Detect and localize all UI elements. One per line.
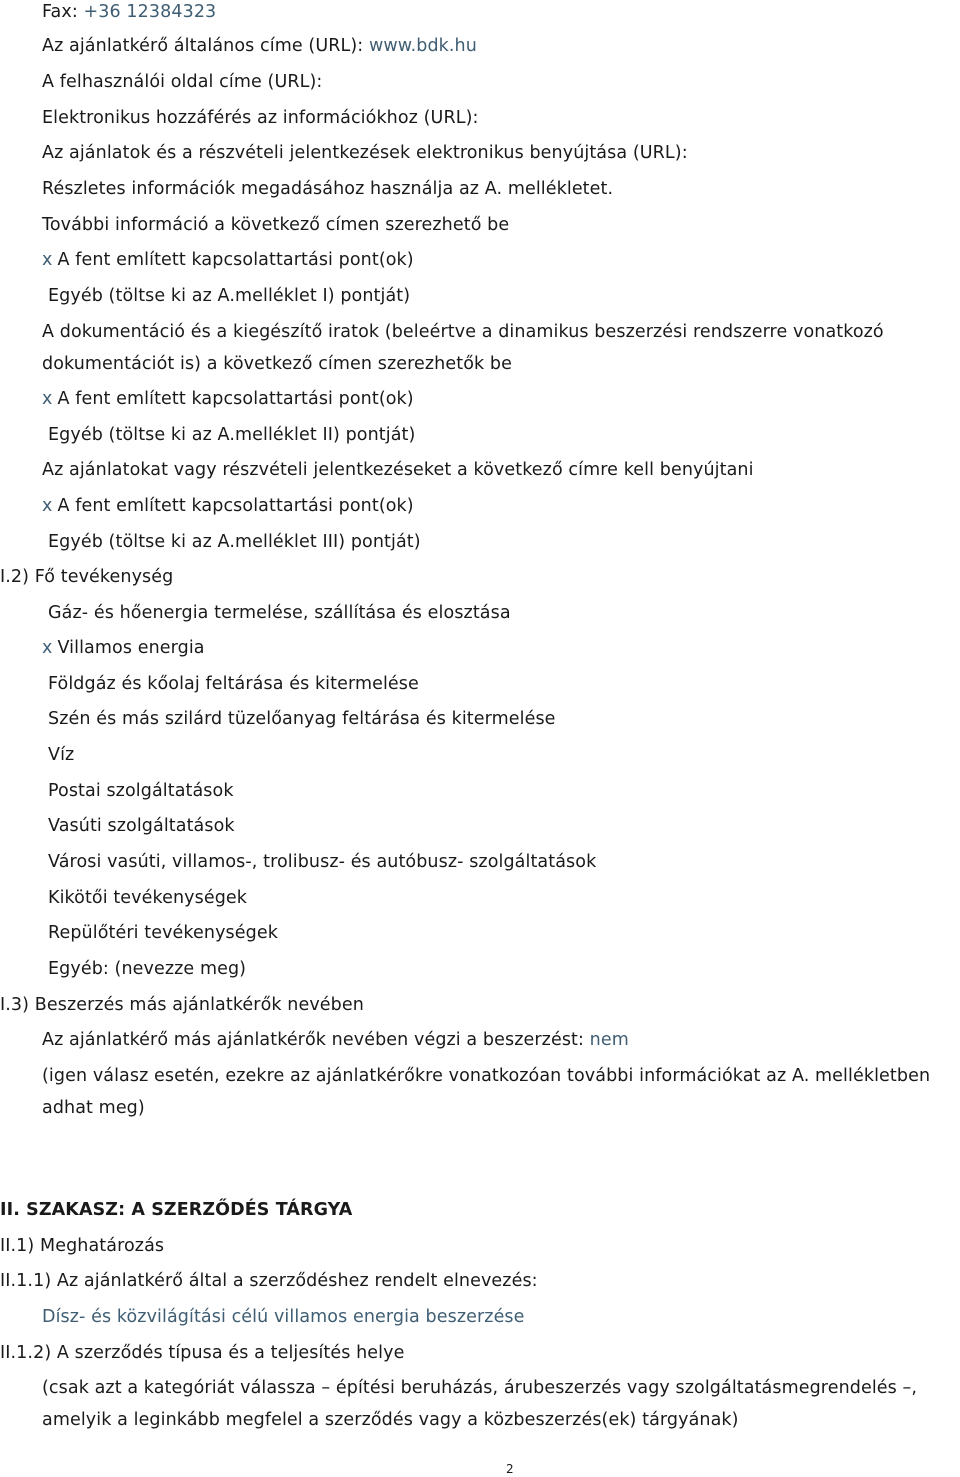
behalf-question-line xyxy=(42,1028,629,1052)
activity-item: Szén és más szilárd tüzelőanyag feltárása és kitermelése xyxy=(48,709,556,729)
section-2-title: II. SZAKASZ: A SZERZŐDÉS TÁRGYA xyxy=(0,1200,353,1220)
general-url-label: Az ajánlatkérő általános címe (URL): xyxy=(42,36,364,56)
general-url-link[interactable]: www.bdk.hu xyxy=(368,36,477,56)
contract-name-heading: II.1.1) Az ajánlatkérő által a szerződéshez rendelt elnevezés: xyxy=(0,1271,538,1291)
activity-item: Gáz- és hőenergia termelése, szállítása és elosztása xyxy=(48,603,511,623)
activity-item: Vasúti szolgáltatások xyxy=(48,816,235,836)
contract-type-heading: II.1.2) A szerződés típusa és a teljesítés helye xyxy=(0,1343,405,1363)
activity-item: Városi vasúti, villamos-, trolibusz- és autóbusz- szolgáltatások xyxy=(48,852,597,872)
submission-title: Az ajánlatokat vagy részvételi jelentkezéseket a következő címre kell benyújtani xyxy=(42,460,754,480)
fax-value: +36 12384323 xyxy=(83,2,217,22)
main-activity-heading: I.2) Fő tevékenység xyxy=(0,567,174,587)
details-annex-note: Részletes információk megadásához használja az A. mellékletet. xyxy=(42,179,614,199)
behalf-answer: nem xyxy=(589,1030,629,1050)
electronic-submission-url: Az ajánlatok és a részvételi jelentkezések elektronikus benyújtása (URL): xyxy=(42,143,688,163)
behalf-heading: I.3) Beszerzés más ajánlatkérők nevében xyxy=(0,995,364,1015)
checked-mark: x xyxy=(42,250,53,270)
behalf-question: Az ajánlatkérő más ajánlatkérők nevében végzi a beszerzést: xyxy=(42,1030,584,1050)
behalf-note-2: adhat meg) xyxy=(42,1098,145,1118)
documents-option-other: Egyéb (töltse ki az A.melléklet II) pontját) xyxy=(48,425,416,445)
page-number: 2 xyxy=(506,1462,514,1476)
general-url-line xyxy=(42,34,477,58)
contract-name-value: Dísz- és közvilágítási célú villamos energia beszerzése xyxy=(42,1307,525,1327)
checked-mark: x xyxy=(42,638,53,658)
further-info-option-above: x A fent említett kapcsolattartási pont(ok) xyxy=(42,250,414,270)
documents-option-above: x A fent említett kapcsolattartási pont(ok) xyxy=(42,389,414,409)
electronic-access-url: Elektronikus hozzáférés az információkhoz (URL): xyxy=(42,108,479,128)
contract-type-note-2: amelyik a leginkább megfelel a szerződés vagy a közbeszerzés(ek) tárgyának) xyxy=(42,1410,739,1430)
activity-item: Egyéb: (nevezze meg) xyxy=(48,959,247,979)
fax-label: Fax: xyxy=(42,2,78,22)
definition-heading: II.1) Meghatározás xyxy=(0,1236,165,1256)
further-info-option-other: Egyéb (töltse ki az A.melléklet I) pontját) xyxy=(48,286,411,306)
activity-item: Repülőtéri tevékenységek xyxy=(48,923,278,943)
checked-mark: x xyxy=(42,389,53,409)
fax-line xyxy=(42,0,216,24)
activity-item: Víz xyxy=(48,745,75,765)
checked-mark: x xyxy=(42,496,53,516)
submission-option-above: x A fent említett kapcsolattartási pont(ok) xyxy=(42,496,414,516)
documents-title-1: A dokumentáció és a kiegészítő iratok (beleértve a dinamikus beszerzési rendszerre vonatkozó xyxy=(42,322,884,342)
contract-type-note-1: (csak azt a kategóriát válassza – építési beruházás, árubeszerzés vagy szolgáltatásmegrendelés –, xyxy=(42,1378,918,1398)
activity-item: Postai szolgáltatások xyxy=(48,781,234,801)
activity-item: Kikötői tevékenységek xyxy=(48,888,248,908)
activity-item: x Villamos energia xyxy=(42,638,205,658)
further-info-title: További információ a következő címen szerezhető be xyxy=(42,215,510,235)
submission-option-other: Egyéb (töltse ki az A.melléklet III) pontját) xyxy=(48,532,421,552)
buyer-profile-url: A felhasználói oldal címe (URL): xyxy=(42,72,323,92)
activity-item: Földgáz és kőolaj feltárása és kitermelése xyxy=(48,674,419,694)
behalf-note-1: (igen válasz esetén, ezekre az ajánlatkérőkre vonatkozóan további információkat az A. mellékletben xyxy=(42,1066,931,1086)
documents-title-2: dokumentációt is) a következő címen szerezhetők be xyxy=(42,354,512,374)
